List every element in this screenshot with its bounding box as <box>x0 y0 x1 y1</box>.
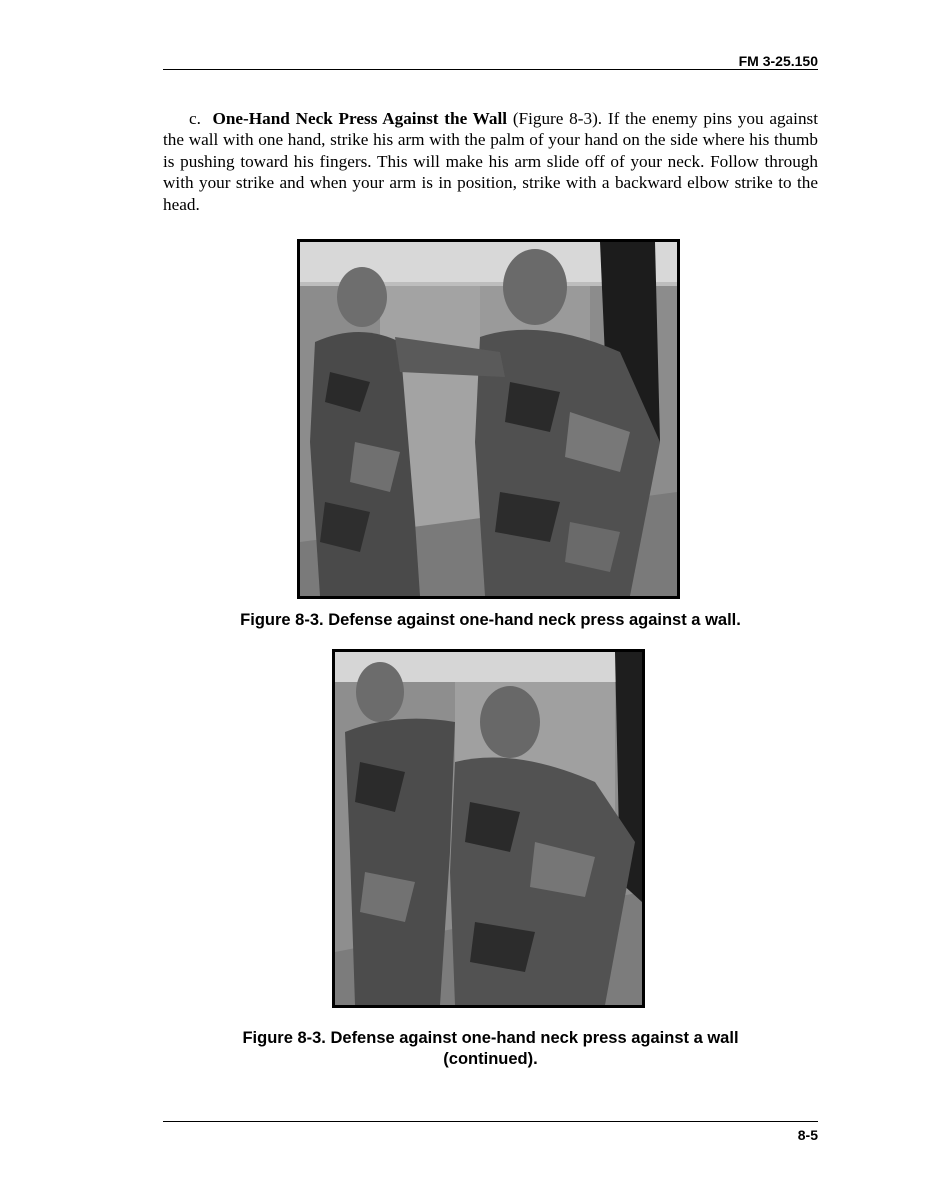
document-id: FM 3-25.150 <box>738 53 818 69</box>
figure-photo-2 <box>332 649 645 1008</box>
paragraph-text: (Figure 8-3). If the enemy pins you against the wall with one hand, strike his arm with the palm of your hand on the side where his thumb is pushing toward his fingers. This will make his arm slide off of your neck. Follow through with your strike and when your arm is in position, strike with a backward elbow strike to the head. <box>163 109 819 214</box>
paragraph-label: c. <box>189 109 201 128</box>
footer-rule <box>163 1121 818 1122</box>
figure-photo-1 <box>297 239 680 599</box>
figure-caption-2-line1: Figure 8-3. Defense against one-hand neck press against a wall <box>242 1029 739 1047</box>
figure-caption-2-line2: (continued). <box>443 1050 538 1068</box>
header-rule <box>163 69 818 70</box>
figure-caption-1: Figure 8-3. Defense against one-hand neck press against a wall. <box>240 611 741 629</box>
body-paragraph <box>163 108 818 215</box>
page-number: 8-5 <box>797 1127 818 1143</box>
figure-caption-2 <box>163 1028 818 1070</box>
paragraph-heading: One-Hand Neck Press Against the Wall <box>212 109 508 128</box>
